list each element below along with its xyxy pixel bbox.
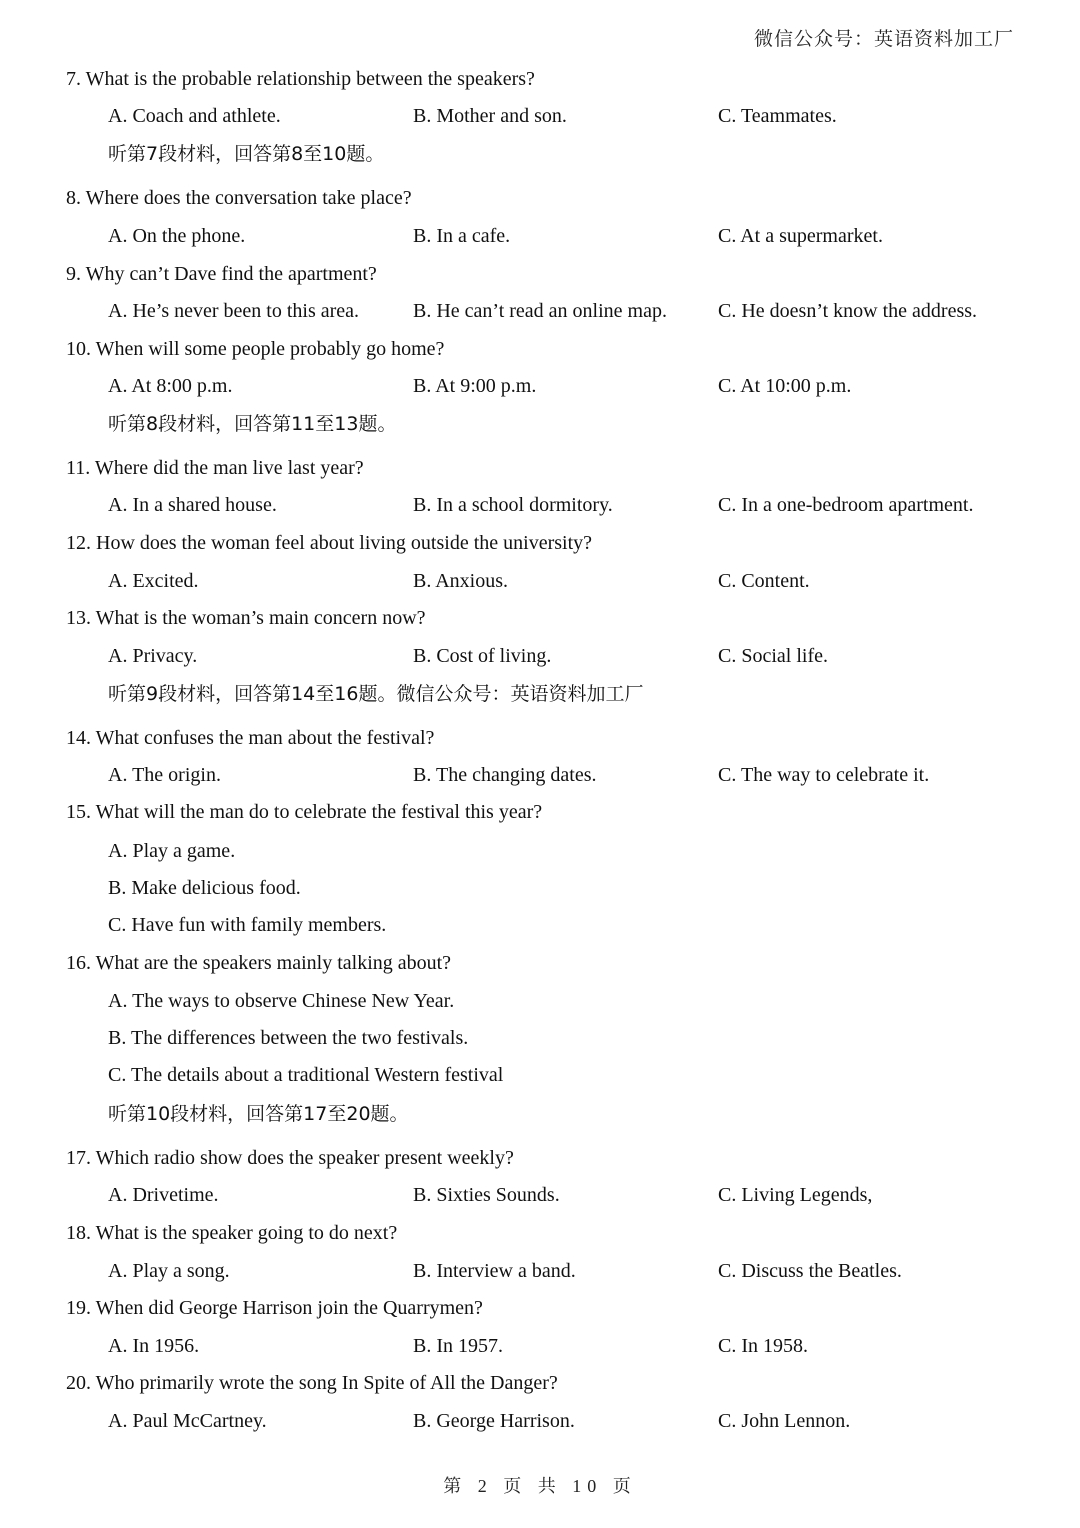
question-19-stem: 19. When did George Harrison join the Quarrymen? xyxy=(66,1297,483,1319)
question-14-option-a: A. The origin. xyxy=(108,764,221,786)
question-15-option-c: C. Have fun with family members. xyxy=(108,914,387,936)
question-12-stem: 12. How does the woman feel about living outside the university? xyxy=(66,532,593,554)
question-9-option-c: C. He doesn’t know the address. xyxy=(718,300,978,322)
question-15-option-a: A. Play a game. xyxy=(108,840,236,862)
question-16-option-a: A. The ways to observe Chinese New Year. xyxy=(108,990,455,1012)
question-16-option-c: C. The details about a traditional Western festival xyxy=(108,1064,504,1086)
question-20-option-a: A. Paul McCartney. xyxy=(108,1410,267,1432)
question-8-option-b: B. In a cafe. xyxy=(413,225,511,247)
question-11-option-b: B. In a school dormitory. xyxy=(413,494,613,516)
question-10-option-c: C. At 10:00 p.m. xyxy=(718,375,852,397)
question-18-option-a: A. Play a song. xyxy=(108,1260,230,1282)
question-7-option-a: A. Coach and athlete. xyxy=(108,105,281,127)
question-15-stem: 15. What will the man do to celebrate the festival this year? xyxy=(66,801,543,823)
question-12-option-b: B. Anxious. xyxy=(413,570,509,592)
question-14-option-c: C. The way to celebrate it. xyxy=(718,764,930,786)
question-17-option-c: C. Living Legends, xyxy=(718,1184,873,1206)
question-9-option-a: A. He’s never been to this area. xyxy=(108,300,360,322)
question-14-option-b: B. The changing dates. xyxy=(413,764,597,786)
question-13-option-b: B. Cost of living. xyxy=(413,645,552,667)
question-16-stem: 16. What are the speakers mainly talking about? xyxy=(66,952,452,974)
question-8-option-c: C. At a supermarket. xyxy=(718,225,883,247)
question-12-option-a: A. Excited. xyxy=(108,570,199,592)
question-7-stem: 7. What is the probable relationship between the speakers? xyxy=(66,68,535,90)
page-footer: 第 2 页 共 10 页 xyxy=(443,1476,637,1496)
question-11-option-a: A. In a shared house. xyxy=(108,494,277,516)
question-10-option-b: B. At 9:00 p.m. xyxy=(413,375,537,397)
question-8-option-a: A. On the phone. xyxy=(108,225,246,247)
question-11-option-c: C. In a one-bedroom apartment. xyxy=(718,494,974,516)
question-19-option-a: A. In 1956. xyxy=(108,1335,200,1357)
question-14-stem: 14. What confuses the man about the festival? xyxy=(66,727,435,749)
question-15-option-b: B. Make delicious food. xyxy=(108,877,301,899)
question-20-option-b: B. George Harrison. xyxy=(413,1410,575,1432)
question-7-option-b: B. Mother and son. xyxy=(413,105,567,127)
section-note-7: 听第7段材料，回答第8至10题。 xyxy=(108,143,385,165)
question-9-option-b: B. He can’t read an online map. xyxy=(413,300,667,322)
question-9-stem: 9. Why can’t Dave find the apartment? xyxy=(66,263,377,285)
question-17-option-a: A. Drivetime. xyxy=(108,1184,219,1206)
question-20-option-c: C. John Lennon. xyxy=(718,1410,851,1432)
question-17-stem: 17. Which radio show does the speaker present weekly? xyxy=(66,1147,514,1169)
question-10-option-a: A. At 8:00 p.m. xyxy=(108,375,233,397)
section-note-9: 听第9段材料，回答第14至16题。微信公众号：英语资料加工厂 xyxy=(108,683,644,705)
question-12-option-c: C. Content. xyxy=(718,570,810,592)
question-19-option-b: B. In 1957. xyxy=(413,1335,503,1357)
question-13-option-c: C. Social life. xyxy=(718,645,828,667)
section-note-10: 听第10段材料，回答第17至20题。 xyxy=(108,1103,409,1125)
question-10-stem: 10. When will some people probably go home? xyxy=(66,338,445,360)
question-11-stem: 11. Where did the man live last year? xyxy=(66,457,364,479)
page-header: 微信公众号：英语资料加工厂 xyxy=(753,29,1014,50)
question-13-option-a: A. Privacy. xyxy=(108,645,198,667)
question-18-stem: 18. What is the speaker going to do next? xyxy=(66,1222,398,1244)
section-note-8: 听第8段材料，回答第11至13题。 xyxy=(108,413,397,435)
question-18-option-b: B. Interview a band. xyxy=(413,1260,576,1282)
question-16-option-b: B. The differences between the two festivals. xyxy=(108,1027,469,1049)
question-8-stem: 8. Where does the conversation take place? xyxy=(66,187,412,209)
question-7-option-c: C. Teammates. xyxy=(718,105,837,127)
question-17-option-b: B. Sixties Sounds. xyxy=(413,1184,560,1206)
question-13-stem: 13. What is the woman’s main concern now? xyxy=(66,607,426,629)
question-20-stem: 20. Who primarily wrote the song In Spite of All the Danger? xyxy=(66,1372,558,1394)
question-19-option-c: C. In 1958. xyxy=(718,1335,808,1357)
question-18-option-c: C. Discuss the Beatles. xyxy=(718,1260,902,1282)
